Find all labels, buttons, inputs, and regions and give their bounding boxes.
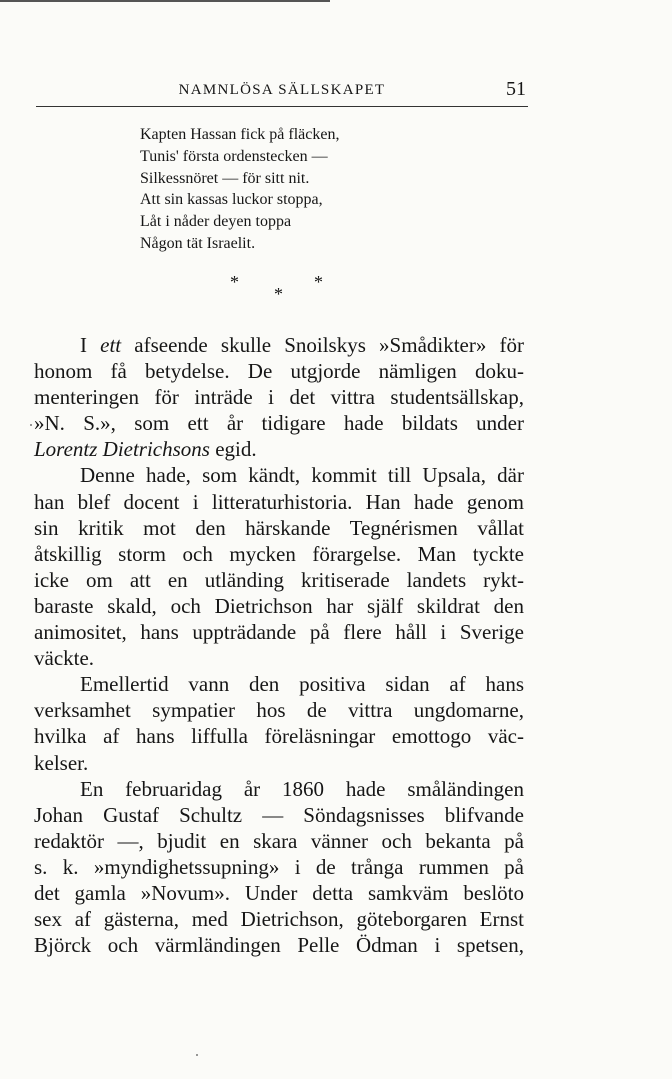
body-text bbox=[34, 332, 524, 958]
section-break-asterism bbox=[0, 270, 672, 306]
text-line: han blef docent i litteraturhistoria. Han hade genom bbox=[34, 489, 524, 514]
text-line: baraste skald, och Dietrichson har själf skildrat den bbox=[34, 593, 524, 618]
paragraph bbox=[34, 332, 524, 462]
page-header bbox=[36, 78, 528, 102]
emphasis-text: Lorentz Dietrichsons bbox=[34, 437, 210, 462]
emphasis-text: ett bbox=[100, 333, 122, 357]
text-line: redaktör —, bjudit en skara vänner och bekanta på bbox=[34, 828, 524, 853]
text-line: hvilka af hans liffulla föreläsningar emottogo väc- bbox=[34, 724, 524, 749]
page-number: 51 bbox=[506, 78, 526, 100]
poem-line: Tunis' första ordenstecken — bbox=[140, 147, 328, 165]
text-line: En februaridag år 1860 hade småländingen bbox=[80, 776, 524, 801]
text-line: sex af gästerna, med Dietrichson, göteborgaren Ernst bbox=[34, 907, 524, 932]
text-line: animositet, hans uppträdande på flere håll i Sverige bbox=[34, 620, 524, 645]
text-line: kelser. bbox=[34, 750, 89, 775]
poem-line: Att sin kassas luckor stoppa, bbox=[140, 191, 323, 209]
text-line: Björck och värmländingen Pelle Ödman i spetsen, bbox=[34, 933, 524, 958]
text-line: det gamla »Novum». Under detta samkväm beslöto bbox=[34, 880, 524, 905]
text-line bbox=[34, 436, 524, 462]
poem-line: Silkessnöret — för sitt nit. bbox=[140, 169, 310, 187]
header-rule bbox=[36, 106, 528, 107]
paragraph bbox=[34, 671, 524, 775]
asterisk: * bbox=[314, 272, 323, 292]
text-line bbox=[34, 332, 524, 358]
text-line: väckte. bbox=[34, 646, 95, 671]
poem-line: Någon tät Israelit. bbox=[140, 234, 256, 252]
text-line: menteringen för inträde i det vittra studentsällskap, bbox=[34, 385, 524, 410]
text-line: verksamhet sympatier hos de vittra ungdomarne, bbox=[34, 698, 524, 723]
asterisk: * bbox=[274, 284, 283, 304]
text-line: honom få betydelse. De utgjorde nämligen doku- bbox=[34, 359, 524, 384]
paper-speck bbox=[196, 1054, 198, 1056]
text-line: sin kritik mot den härskande Tegnérismen vållat bbox=[34, 515, 524, 540]
text-run: afseende skulle Snoilskys »Smådikter» för bbox=[121, 333, 525, 357]
paragraph bbox=[34, 462, 524, 671]
text-line: Johan Gustaf Schultz — Söndagsnisses blifvande bbox=[34, 802, 524, 827]
text-line: s. k. »myndighetssupning» i de trånga rummen på bbox=[34, 854, 524, 879]
text-run: I bbox=[80, 333, 101, 357]
text-line: Emellertid vann den positiva sidan af hans bbox=[80, 672, 524, 697]
asterisk: * bbox=[230, 272, 239, 292]
top-edge-rule bbox=[0, 0, 330, 2]
text-run: egid. bbox=[209, 437, 257, 462]
poem-line: Låt i nåder deyen toppa bbox=[140, 213, 292, 231]
text-line: Denne hade, som kändt, kommit till Upsala, där bbox=[80, 463, 524, 488]
poem-stanza bbox=[140, 124, 500, 255]
text-line: icke om att en utländing kritiserade landets rykt- bbox=[34, 567, 524, 592]
running-title: NAMNLÖSA SÄLLSKAPET bbox=[178, 82, 386, 98]
paragraph bbox=[34, 776, 524, 959]
text-line: »N. S.», som ett år tidigare hade bildats under bbox=[34, 411, 524, 436]
text-line: åtskillig storm och mycken förargelse. Man tyckte bbox=[34, 541, 524, 566]
poem-line: Kapten Hassan fick på fläcken, bbox=[140, 126, 340, 143]
paper-speck bbox=[30, 424, 32, 426]
